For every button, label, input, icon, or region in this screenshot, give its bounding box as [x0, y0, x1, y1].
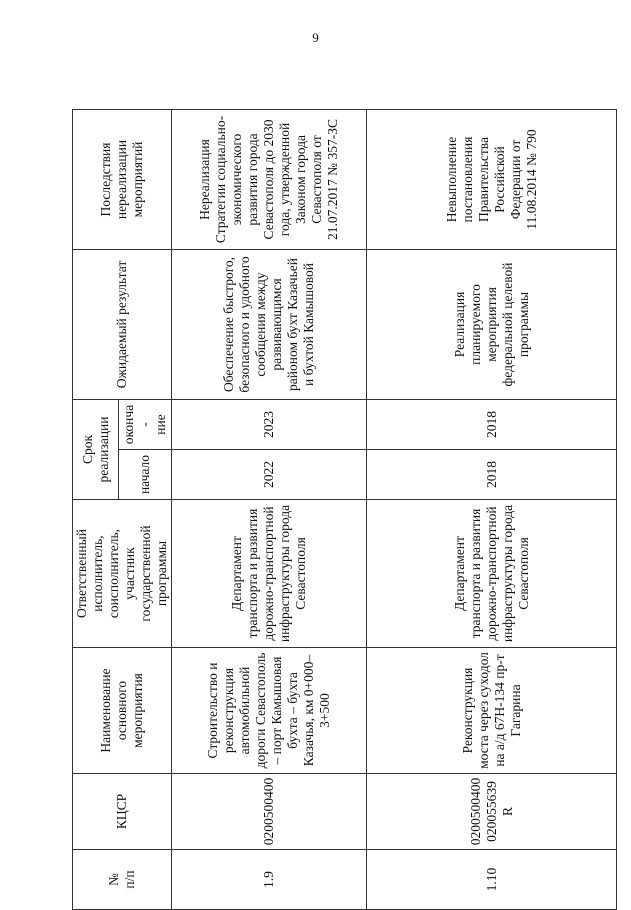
row-consequences: Нереализация Стратегии социально-экономического развития города Севастополя до 2030 года, утвержденной Законом города Севастополя от 21.07.2017 № 357-ЗС [172, 109, 367, 249]
header-start: начало [119, 450, 172, 500]
row-start: 2022 [172, 450, 367, 500]
row-consequences: Невыполнение постановления Правительства Российской Федерации от 11.08.2014 № 790 [367, 109, 617, 249]
header-row-top [73, 109, 119, 909]
row-responsible: Департамент транспорта и развития дорожно-транспортной инфраструктуры города Севастополя [367, 500, 617, 648]
rotated-table-container [72, 110, 612, 910]
row-result: Реализация планируемого мероприятия федеральной целевой программы [367, 249, 617, 399]
header-name: Наименование основного мероприятия [73, 648, 172, 774]
row-name: Реконструкция моста через суходол на а/д 67Н-134 пр-т Гагарина [367, 648, 617, 774]
row-num: 1.9 [172, 850, 367, 910]
header-num: № п/п [73, 850, 172, 910]
header-consequences: Последствия нереализации мероприятий [73, 109, 172, 249]
row-end: 2023 [172, 399, 367, 449]
header-end: оконча- ние [119, 399, 172, 449]
header-result: Ожидаемый результат [73, 249, 172, 399]
row-kcsr: 0200500400 020055639R [367, 774, 617, 850]
measures-table [72, 109, 617, 910]
page-number: 9 [312, 30, 319, 45]
row-start: 2018 [367, 450, 617, 500]
table-row [367, 109, 617, 909]
row-responsible: Департамент транспорта и развития дорожно-транспортной инфраструктуры города Севастополя [172, 500, 367, 648]
row-result: Обеспечение быстрого, безопасного и удобного сообщения между развивающимся районом бухт Казачьей и бухтой Камышовой [172, 249, 367, 399]
table-row [172, 109, 367, 909]
row-end: 2018 [367, 399, 617, 449]
header-period: Срок реализации [73, 399, 119, 499]
header-responsible: Ответственный исполнитель, соисполнитель, участник государственной программы [73, 500, 172, 648]
row-kcsr: 0200500400 [172, 774, 367, 850]
row-name: Строительство и реконструкция автомобильной дороги Севастополь – порт Камышовая бухта – бухта Казачья, км 0+000–3+500 [172, 648, 367, 774]
row-num: 1.10 [367, 850, 617, 910]
header-kcsr: КЦСР [73, 774, 172, 850]
